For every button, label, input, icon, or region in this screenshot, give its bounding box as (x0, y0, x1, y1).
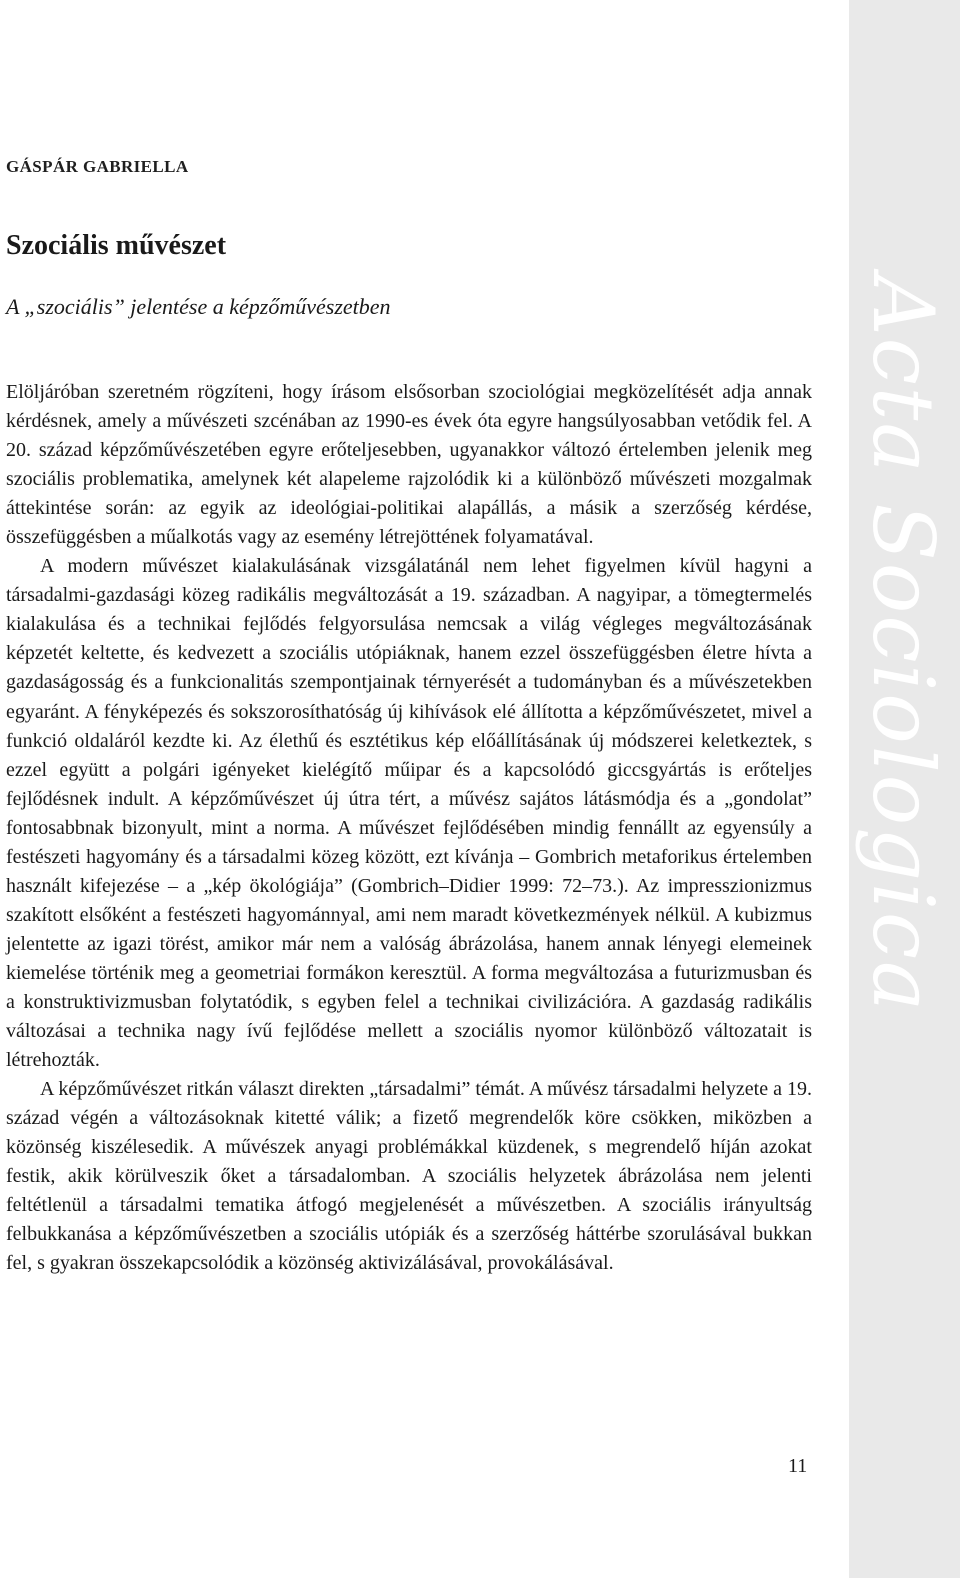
journal-watermark (848, 214, 959, 1074)
body-paragraph: A modern művészet kialakulásának vizsgálatánál nem lehet figyelmen kívül hagyni a társadalmi-gazdasági közeg radikális megváltozását a 19. században. A nagyipar, a tömegtermelés kialakulása és a technikai fejlődés felgyorsulása nemcsak a világ végleges megváltozásának képzetét keltette, és kedvezett a szociális utópiáknak, hanem ezzel összefüggésben életre hívta a gazdaságosság és a funkcionalitás szempontjainak térnyerését a tudományban és a művészetekben egyaránt. A fényképezés és sokszorosíthatóság új kihívások elé állította a képzőművészetet, mivel a funkció oldaláról kezdte ki. Az élethű és esztétikus kép előállításának új módszerei keletkeztek, s ezzel együtt a polgári igényeket kielégítő műipar és a kapcsolódó giccsgyártás is erőteljes fejlődésnek indult. A képzőművészet új útra tért, a művész sajátos látásmódja és a „gondolat” fontosabbnak bizonyult, mint a norma. A művészet fejlődésében mindig fennállt az egyensúly a festészeti hagyomány és a társadalmi közeg között, ezt kívánja – Gombrich metaforikus értelemben használt kifejezése – a „kép ökológiája” (Gombrich–Didier 1999: 72–73.). Az impresszionizmus szakított elsőként a festészeti hagyománnyal, ami nem maradt következmények nélkül. A kubizmus jelentette az igazi törést, amikor már nem a valóság ábrázolása, hanem annak lényegi elemeinek kiemelése történik meg a geometriai formákon keresztül. A forma megváltozása a futurizmusban és a konstruktivizmusban folytatódik, s egyben felel a technikai civilizációra. A gazdaság radikális változásai a technika nagy ívű fejlődése mellett a szociális nyomor különböző változatait is létrehozták. (6, 555, 812, 1072)
body-paragraph: A képzőművészet ritkán választ direkten „társadalmi” témát. A művész társadalmi helyzete a 19. század végén a változásoknak kitetté válik; a fizető megrendelők köre csökken, miközben a közönség kiszélesedik. A művészek anyagi problémákkal küzdenek, s megrendelő híján azokat festik, akik körülveszik őket a társadalomban. A szociális helyzetek ábrázolása nem jelenti feltétlenül a társadalmi tematika átfogó megjelenését a művészetben. A szociális irányultság felbukkanása a képzőművészetben a szociális utópiák és a szerzőség háttérbe szorulásával bukkan fel, s gyakran összekapcsolódik a közönség aktivizálásával, provokálásával. (6, 1078, 812, 1275)
article-body (6, 378, 812, 1278)
page-number: 11 (788, 1455, 808, 1477)
article-author: GÁSPÁR GABRIELLA (6, 157, 189, 176)
article-title: Szociális művészet (6, 230, 227, 261)
body-paragraph: Elöljáróban szeretném rögzíteni, hogy írásom elsősorban szociológiai megközelítését adja annak kérdésnek, amely a művészeti szcénában az 1990-es évek óta egyre hangsúlyosabban vetődik fel. A 20. század képzőművészetében egyre erőteljesebben, ugyanakkor változó értelemben jelenik meg szociális problematika, amelynek két alapeleme rajzolódik ki a különböző művészeti mozgalmak áttekintése során: az egyik az ideológiai-politikai alapállás, a másik a szerzőség kérdése, összefüggésben a műalkotás vagy az esemény létrejöttének folyamatával. (6, 381, 812, 549)
section-subtitle: A „szociális” jelentése a képzőművészetben (6, 294, 391, 319)
journal-watermark-text: Acta Sociologica (854, 274, 953, 1014)
